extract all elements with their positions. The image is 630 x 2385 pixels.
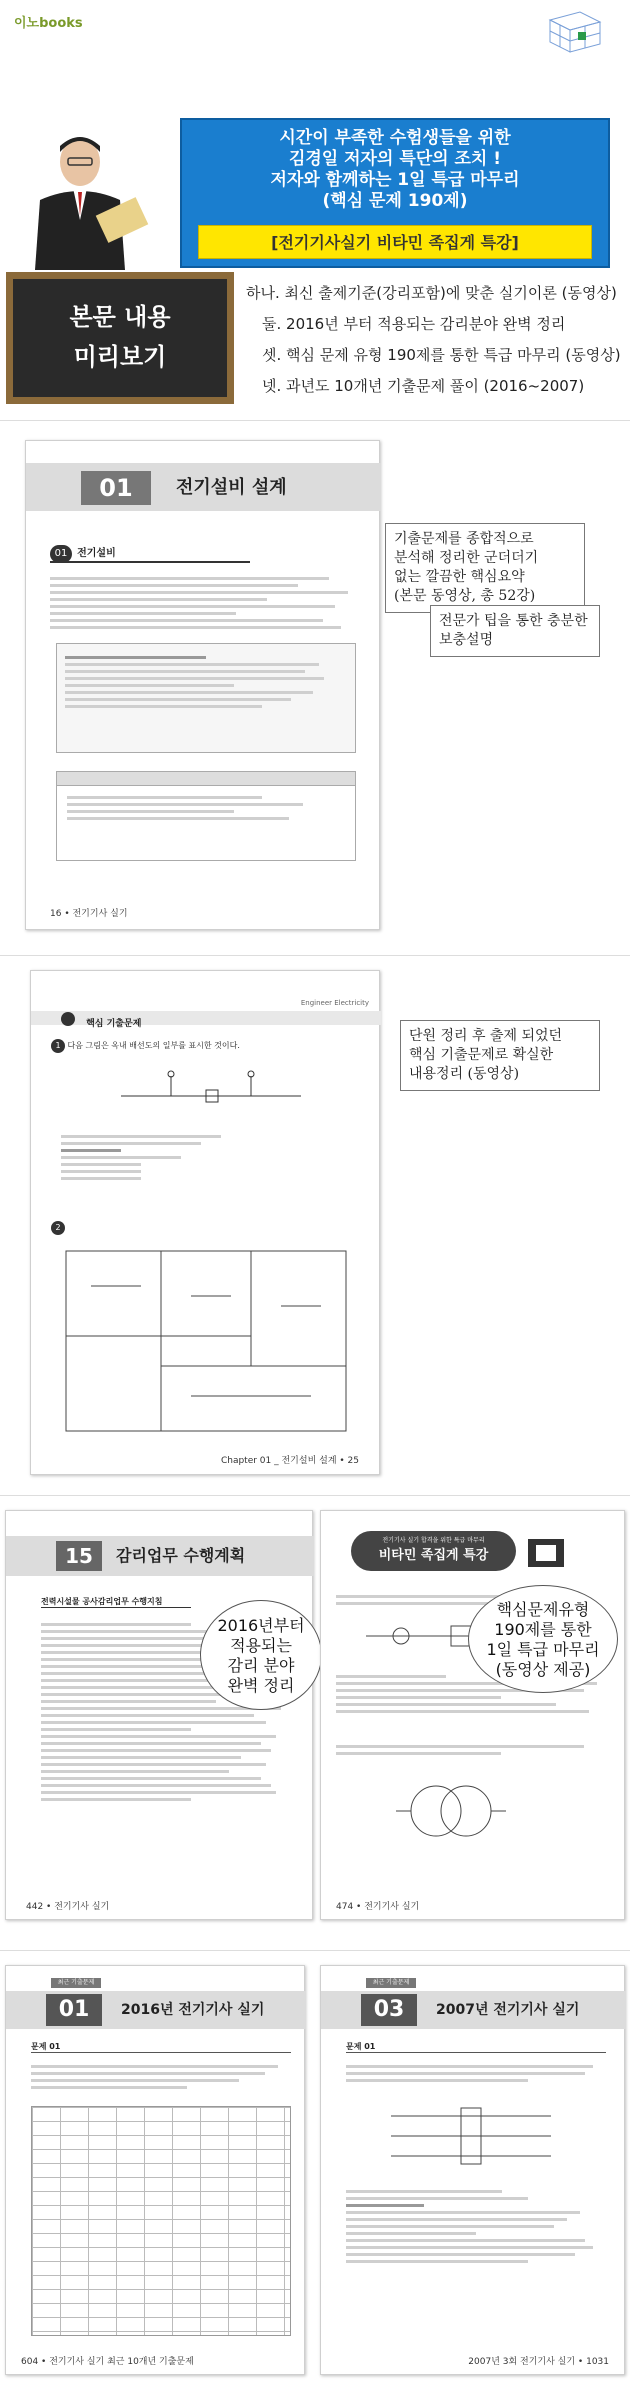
sample-page-questions [30,970,380,1475]
section-title: 전력시설물 공사감리업무 수행지침 [41,1596,191,1608]
headline-line-3: 저자와 함께하는 1일 특급 마무리 [270,170,520,190]
lecture-title-badge [351,1531,516,1571]
board-line-2: 미리보기 [73,343,167,371]
divider [0,955,630,956]
title-band [31,1011,381,1029]
callout-line: 적용되는 [230,1636,292,1655]
question-text: 다음 그림은 옥내 배선도의 일부를 표시한 것이다. [67,1041,240,1050]
callout-line: 핵심문제유형 [496,1600,590,1619]
film-icon [526,1533,566,1573]
exam-number: 01 [46,1994,102,2026]
exam-tag: 최근 기출문제 [366,1978,416,1988]
divider [0,1495,630,1496]
exam-title: 2007년 전기기사 실기 [436,2002,580,2018]
tip-box [56,643,356,753]
chapter-title: 전기설비 설계 [176,477,287,498]
question-text [31,2061,291,2093]
body-text [50,573,360,633]
page-footer: Chapter 01 _ 전기설비 설계 • 25 [220,1456,359,1466]
callout-lecture [468,1585,618,1693]
sub-questions [61,1131,261,1184]
board-line-1: 본문 내용 [69,303,171,331]
question-1: 1 다음 그림은 옥내 배선도의 일부를 표시한 것이다. [51,1039,240,1053]
chapter-title: 감리업무 수행계획 [116,1546,246,1565]
comparison-table [56,771,356,861]
callout-line: 내용정리 (동영상) [409,1066,520,1082]
headline-line-2: 김경일 저자의 특단의 조치 ! [288,149,502,169]
callout-line: 190제를 통한 [494,1620,592,1639]
section-title: 전기설비 [77,548,116,559]
callout-line: 핵심 기출문제로 확실한 [409,1047,554,1063]
question-label: 문제 01 [31,2041,291,2053]
lecture-title: 비타민 족집게 특강 [378,1548,489,1563]
section-header [50,541,250,563]
lecture-sub-label: 전기기사 실기 합격을 위한 특급 마무리 [382,1537,485,1544]
callout-line: 완벽 정리 [227,1676,295,1695]
callout-questions [400,1020,600,1091]
solution-text [346,2186,606,2267]
feature-list [246,278,626,402]
page-header-label: Engineer Electricity [300,999,369,1007]
chapter-number: 01 [81,471,151,505]
callout-line: 감리 분야 [227,1656,295,1675]
floor-plan-diagram [61,1246,351,1436]
callout-line: 없는 깔끔한 핵심요약 [394,569,525,585]
preview-board [6,272,234,404]
callout-line: 보충설명 [439,632,494,648]
question-text [346,2061,606,2086]
callout-line: 기출문제를 종합적으로 [394,531,534,547]
callout-tip [430,605,600,657]
author-photo [5,120,155,270]
page-title: 핵심 기출문제 [86,1019,142,1029]
feature-item: 셋. 핵심 문제 유형 190제를 통한 특급 마무리 (동영상) [262,346,621,364]
course-banner: [전기기사실기 비타민 족집게 특강] [198,225,592,259]
sample-page-design [25,440,380,930]
callout-line: 분석해 정리한 군더더기 [394,550,539,566]
question-2: 2 [51,1221,65,1235]
sample-page-exam-2007 [320,1965,625,2375]
callout-line: (본문 동영상, 총 52강) [394,588,536,604]
page-footer: 2007년 3회 전기기사 실기 • 1031 [468,2357,609,2367]
chapter-number: 15 [56,1541,102,1571]
feature-item: 둘. 2016년 부터 적용되는 감리분야 완벽 정리 [262,315,566,333]
feature-item: 하나. 최신 출제기준(강리포함)에 맞춘 실기이론 (동영상) [246,284,617,302]
switch-diagram [381,2096,561,2176]
callout-summary [385,523,585,613]
callout-line: 2016년부터 [217,1616,305,1635]
callout-supervision [200,1600,322,1710]
section-number: 01 [50,545,72,563]
data-table [31,2106,291,2336]
callout-line: 단원 정리 후 출제 되었던 [409,1028,563,1044]
callout-line: (동영상 제공) [495,1660,591,1679]
page-footer: 474 • 전기기사 실기 [336,1902,420,1912]
transformer-diagram [391,1766,511,1856]
divider [0,1950,630,1951]
question-label: 문제 01 [346,2041,606,2053]
callout-line: 1일 특급 마무리 [486,1640,600,1659]
divider [0,420,630,421]
sample-page-exam-2016 [5,1965,305,2375]
exam-title: 2016년 전기기사 실기 [121,2002,265,2018]
brand-logo[interactable] [14,12,83,31]
wiring-diagram [111,1066,311,1116]
exam-tag: 최근 기출문제 [51,1978,101,1988]
sample-page-lecture [320,1510,625,1920]
callout-line: 전문가 팁을 통한 충분한 [439,613,588,629]
exam-number: 03 [361,1994,417,2026]
feature-item: 넷. 과년도 10개년 기출문제 풀이 (2016~2007) [262,377,585,395]
page-footer: 604 • 전기기사 실기 최근 10개년 기출문제 [21,2357,194,2367]
page-footer: 16 • 전기기사 실기 [50,909,128,919]
cube-illustration [540,8,610,56]
sample-page-supervision [5,1510,313,1920]
problem-text [336,1741,611,1759]
headline-line-4: (핵심 문제 190제) [322,191,468,211]
page-footer: 442 • 전기기사 실기 [26,1902,110,1912]
logo-text: 이노books [14,16,83,31]
headline-line-1: 시간이 부족한 수험생들을 위한 [279,128,511,148]
